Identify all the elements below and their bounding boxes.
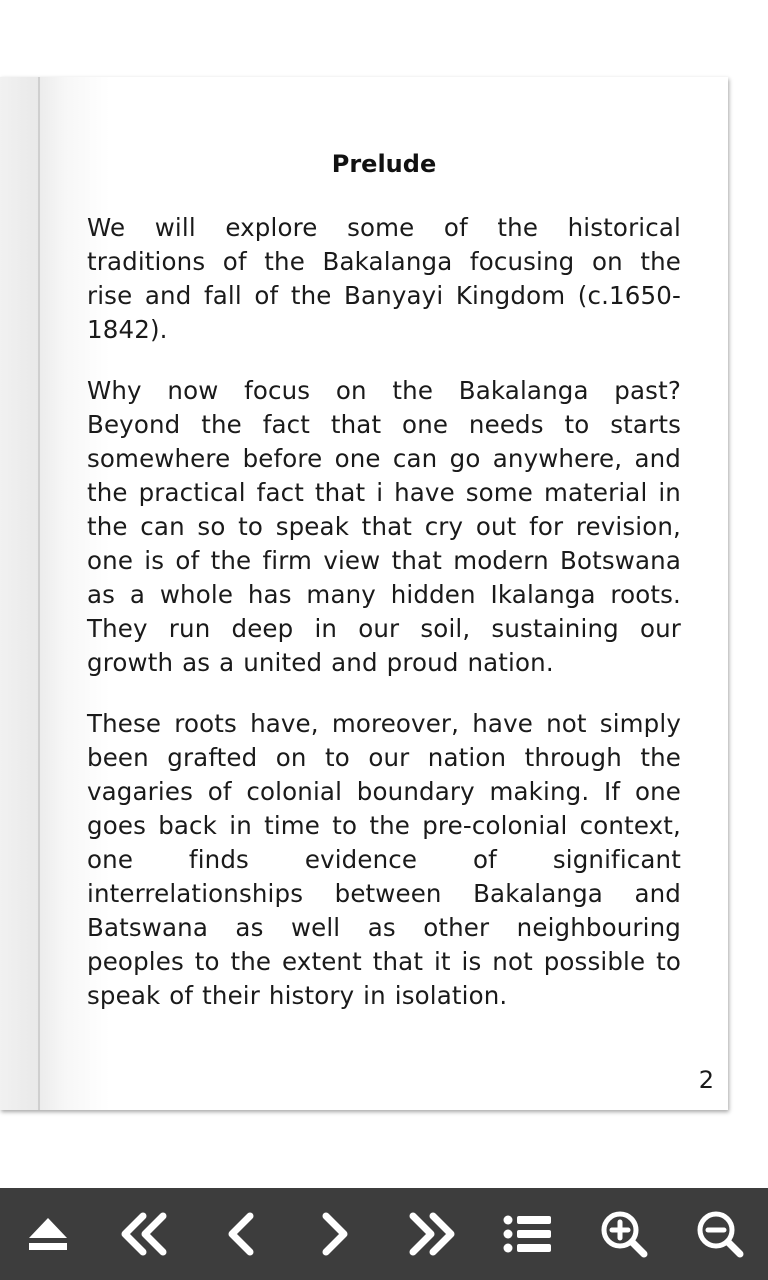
table-of-contents-icon (503, 1214, 553, 1254)
previous-page-icon (222, 1212, 258, 1256)
zoom-out-icon (696, 1210, 744, 1258)
paragraph: These roots have, moreover, have not simply been grafted on to our nation through the vagaries of colonial boundary making. If one goes back in time to the pre-colonial context, one finds evidence of significant interrelationships between Bakalanga and Batswana as well as other neighbouring peoples to the extent that it is not possible to speak of their history in isolation. (87, 709, 681, 1010)
eject-button[interactable] (13, 1199, 83, 1269)
next-page-button[interactable] (301, 1199, 371, 1269)
page-number: 2 (698, 1066, 714, 1094)
book-spread (0, 77, 728, 1110)
paragraph: We will explore some of the historical traditions of the Bakalanga focusing on the rise and fall of the Banyayi Kingdom (c.1650-1842). (87, 213, 681, 344)
left-page-edge[interactable] (0, 77, 38, 1110)
zoom-out-button[interactable] (685, 1199, 755, 1269)
previous-page-button[interactable] (205, 1199, 275, 1269)
next-page-icon (318, 1212, 354, 1256)
paragraph: Why now focus on the Bakalanga past? Beyond the fact that one needs to starts somewhere before one can go anywhere, and the practical fact that i have some material in the can so to speak that cry out for revision, one is of the firm view that modern Botswana as a whole has many hidden Ikalanga roots. They run deep in our soil, sustaining our growth as a united and proud nation. (87, 376, 681, 677)
first-page-button[interactable] (109, 1199, 179, 1269)
last-page-button[interactable] (397, 1199, 467, 1269)
table-of-contents-button[interactable] (493, 1199, 563, 1269)
page-title: Prelude (331, 150, 437, 178)
eject-icon (26, 1214, 70, 1254)
first-page-icon (117, 1212, 171, 1256)
last-page-icon (405, 1212, 459, 1256)
zoom-in-button[interactable] (589, 1199, 659, 1269)
bottom-toolbar (0, 1188, 768, 1280)
page-content (87, 211, 681, 1040)
zoom-in-icon (600, 1210, 648, 1258)
current-page[interactable] (40, 77, 728, 1110)
